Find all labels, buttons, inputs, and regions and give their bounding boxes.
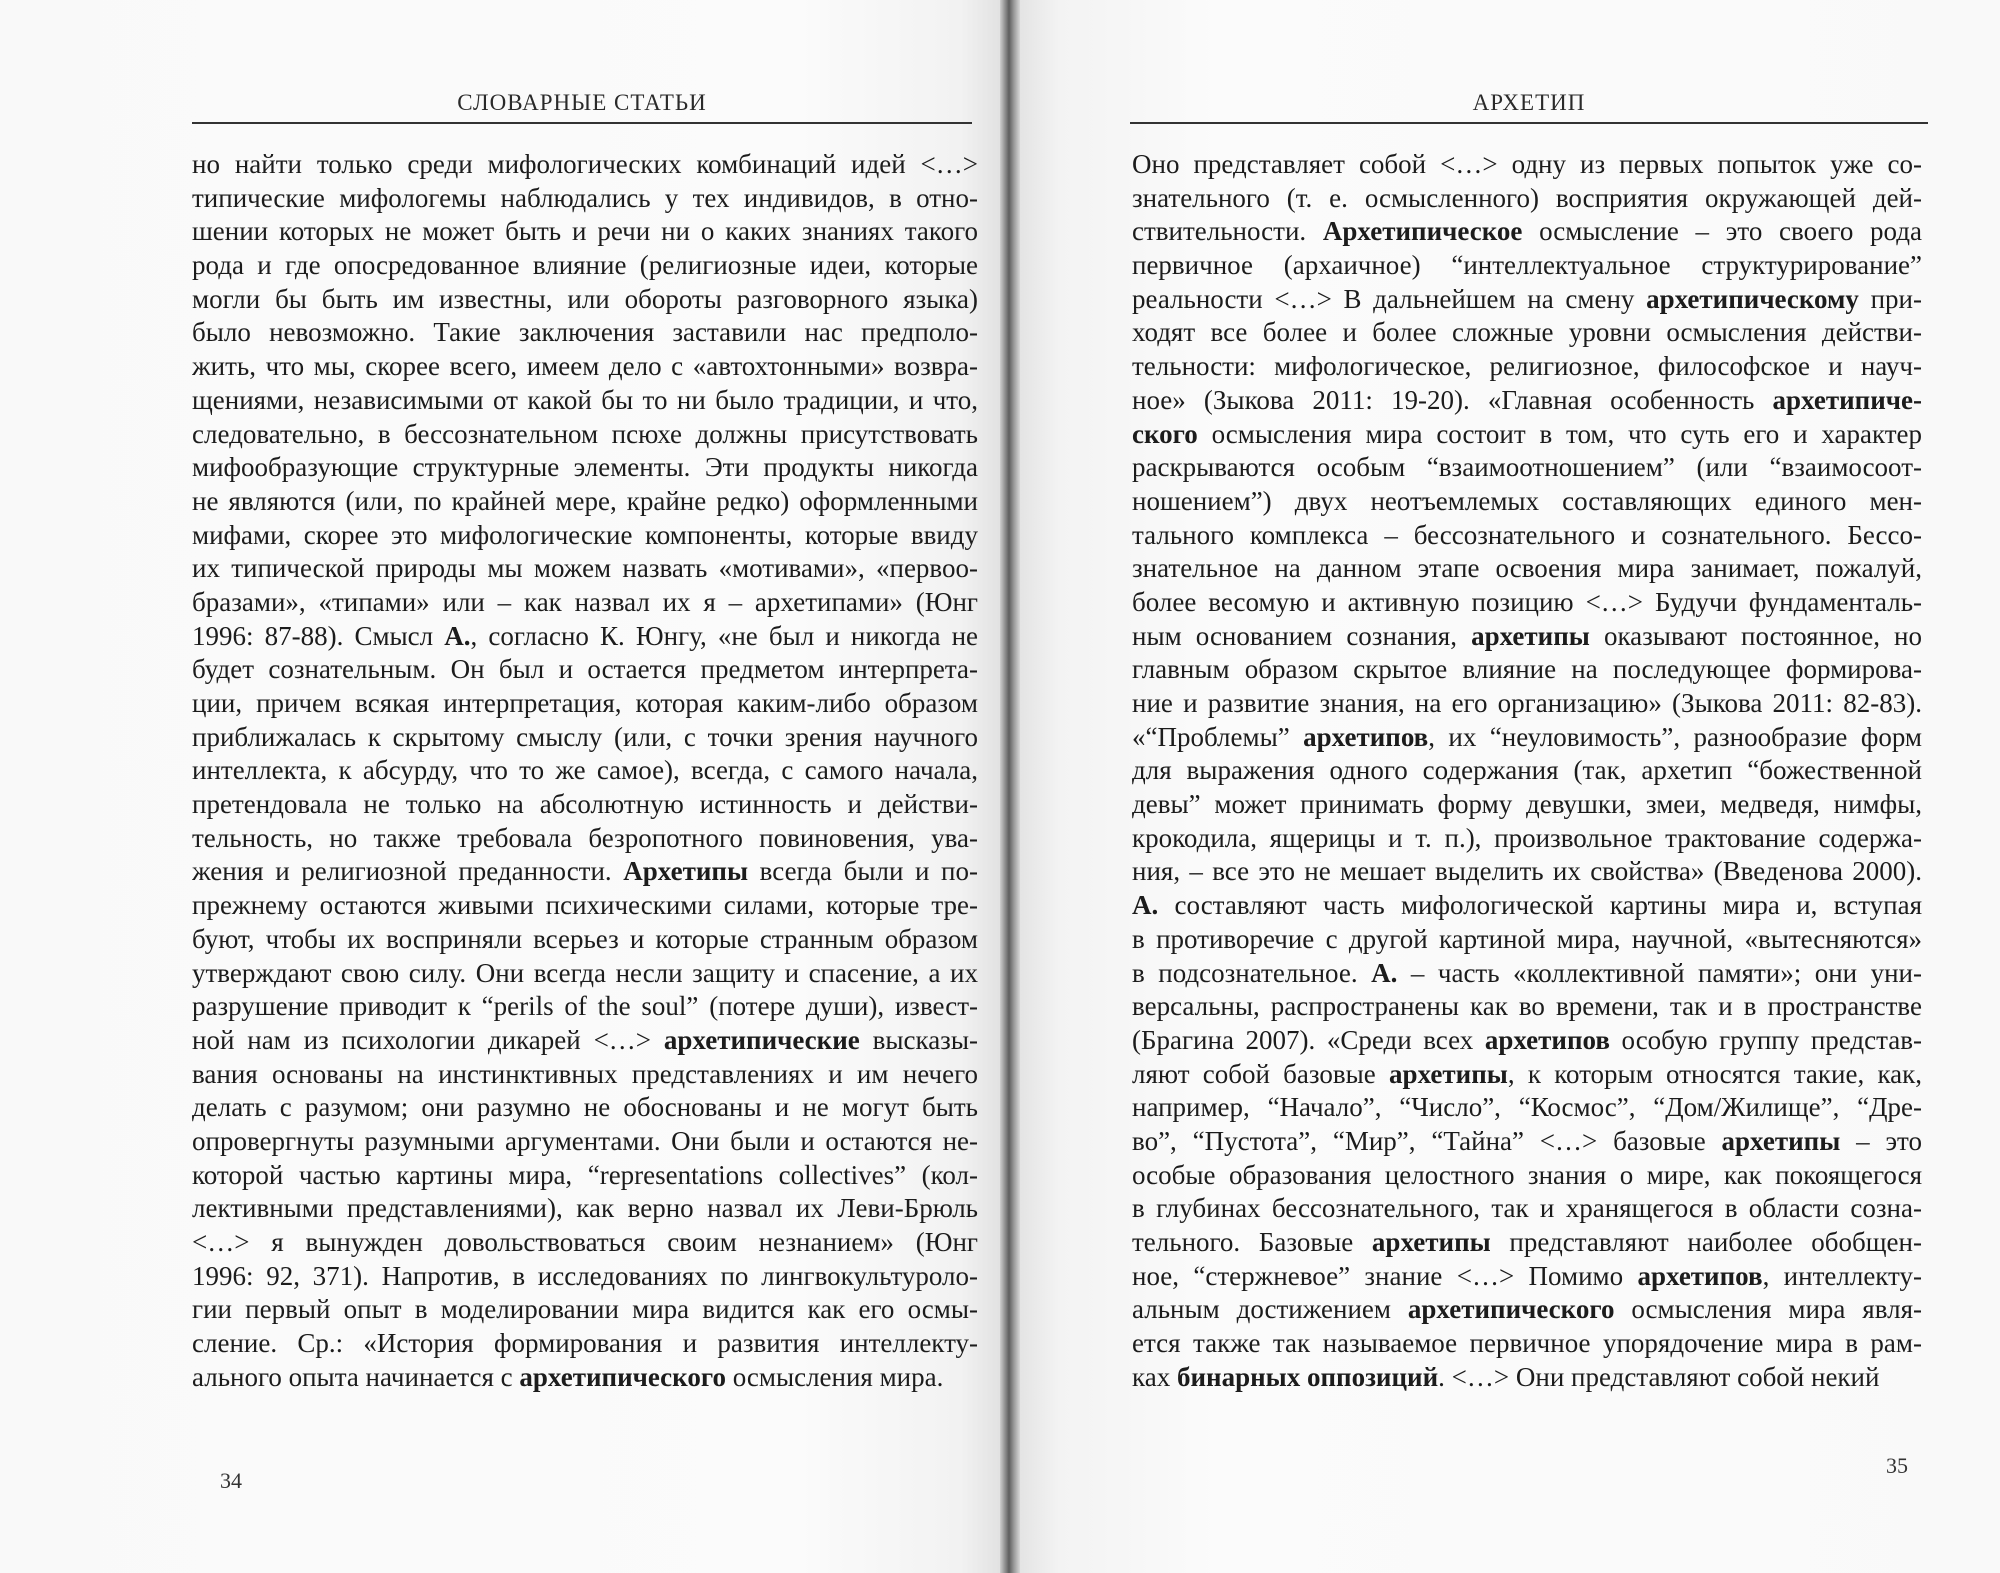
right-text-line: ется также так называемое первичное упорядочение мира в рам- [1132, 1328, 1922, 1359]
bold-term: А. [444, 620, 471, 651]
right-text-line: раскрываются особым “взаимоотношением” (или “взаимосоот- [1132, 452, 1922, 483]
bold-term: Архетипы [623, 856, 749, 887]
right-text-line: например, “Начало”, “Число”, “Космос”, “Дом/Жилище”, “Дре- [1132, 1092, 1922, 1123]
right-text-line: тельного. Базовые архетипы представляют наиболее обобщен- [1132, 1227, 1922, 1257]
left-text-line: ального опыта начинается с архетипического осмысления мира. [192, 1361, 944, 1392]
body-text-left [192, 148, 978, 1394]
bold-term: архетипы [1389, 1058, 1508, 1089]
page-number-left: 34 [220, 1468, 242, 1493]
right-text-line: более весомую и активную позицию <…> Будучи фундаменталь- [1132, 586, 1922, 617]
header-rule-left [192, 122, 972, 124]
left-text-line: делать с разумом; они разумно не обоснованы и не могут быть [192, 1092, 978, 1123]
left-text-line: но найти только среди мифологических комбинаций идей <…> [192, 149, 978, 179]
bold-term: А. [1371, 957, 1398, 988]
right-text-line: ния, – все это не мешает выделить их свойства» (Введенова 2000). [1132, 856, 1922, 887]
right-text-line: ляют собой базовые архетипы, к которым относятся такие, как, [1132, 1058, 1922, 1089]
left-text-line: могли бы быть им известны, или обороты разговорного языка) [192, 283, 978, 314]
left-text-line: мифами, скорее это мифологические компоненты, которые ввиду [192, 519, 978, 550]
right-text-line: ках бинарных оппозиций. <…> Они представляют собой некий [1132, 1361, 1880, 1392]
bold-term: ского [1132, 418, 1198, 449]
left-text-line: бразами», «типами» или – как назвал их я – архетипами» (Юнг [192, 586, 978, 617]
right-text-line: ствительности. Архетипическое осмысление – это своего рода [1132, 216, 1922, 247]
left-text-line: сление. Ср.: «История формирования и развития интеллекту- [192, 1328, 978, 1359]
left-text-line: ции, причем всякая интерпретация, которая каким-либо образом [192, 688, 978, 718]
left-text-line: которой частью картины мира, “representations collectives” (кол- [192, 1159, 978, 1190]
right-text-line: тального комплекса – бессознательного и сознательного. Бессо- [1132, 519, 1922, 550]
left-text-line: гии первый опыт в моделировании мира видится как его осмы- [192, 1294, 978, 1325]
right-page [1020, 0, 2000, 1573]
left-text-line: 1996: 87-88). Смысл А., согласно К. Юнгу, «не был и никогда не [192, 620, 978, 651]
left-text-line: опровергнуты разумными аргументами. Они были и остаются не- [192, 1125, 978, 1156]
right-text-line: в противоречие с другой картиной мира, научной, «вытесняются» [1132, 923, 1922, 954]
left-text-line: щениями, независимыми от какой бы то ни было традиции, и что, [192, 384, 978, 415]
left-text-line: будет сознательным. Он был и остается предметом интерпрета- [192, 654, 978, 685]
left-text-line: типические мифологемы наблюдались у тех индивидов, в отно- [192, 182, 978, 213]
left-text-line: 1996: 92, 371). Напротив, в исследованиях по лингвокультуроло- [192, 1260, 978, 1291]
bold-term: архетипы [1371, 1227, 1491, 1257]
right-text-line: реальности <…> В дальнейшем на смену архетипическому при- [1132, 283, 1922, 314]
right-text-line: Оно представляет собой <…> одну из первых попыток уже со- [1132, 149, 1922, 179]
right-text-line: главным образом скрытое влияние на последующее формирова- [1132, 654, 1922, 685]
left-text-line: претендовала не только на абсолютную истинность и действи- [192, 789, 978, 820]
right-text-line: первичное (архаичное) “интеллектуальное структурирование” [1132, 250, 1922, 281]
bold-term: архетипов [1303, 721, 1429, 752]
bold-term: Архетипическое [1322, 216, 1523, 247]
right-text-line: ского осмысления мира состоит в том, что суть его и характер [1132, 418, 1922, 449]
right-text-line: ным основанием сознания, архетипы оказывают постоянное, но [1132, 620, 1922, 651]
bold-term: архетипов [1484, 1024, 1610, 1055]
right-text-line: ношением”) двух неотъемлемых составляющих единого мен- [1132, 485, 1922, 516]
right-text-line: знательного (т. е. осмысленного) восприятия окружающей дей- [1132, 182, 1922, 213]
right-text-line: в подсознательное. А. – часть «коллективной памяти»; они уни- [1132, 957, 1922, 988]
right-text-line: девы” может принимать форму девушки, змеи, медведя, нимфы, [1132, 789, 1922, 820]
left-text-line: их типической природы мы можем назвать «мотивами», «первоо- [192, 553, 978, 584]
header-rule-right [1130, 122, 1928, 124]
bold-term: бинарных оппозиций [1176, 1361, 1439, 1392]
bold-term: архетипов [1637, 1260, 1763, 1291]
left-text-line: не являются (или, по крайней мере, крайне редко) оформленными [192, 485, 978, 516]
right-text-line: «“Проблемы” архетипов, их “неуловимость”, разнообразие форм [1132, 721, 1922, 752]
right-text-line: тельности: мифологическое, религиозное, философское и науч- [1132, 351, 1922, 382]
right-text-line: ное, “стержневое” знание <…> Помимо архетипов, интеллекту- [1132, 1260, 1922, 1291]
left-text-line: вания основаны на инстинктивных представлениях и им нечего [192, 1058, 978, 1089]
left-text-line: буют, чтобы их восприняли всерьез и которые странным образом [192, 923, 978, 954]
left-text-line: шении которых не может быть и речи ни о каких знаниях такого [192, 216, 978, 247]
right-text-line: в глубинах бессознательного, так и хранящегося в области созна- [1132, 1193, 1922, 1224]
right-text-line: для выражения одного содержания (так, архетип “божественной [1132, 755, 1922, 786]
bold-term: А. [1132, 890, 1159, 921]
left-text-line: было невозможно. Такие заключения заставили нас предполо- [192, 317, 978, 348]
right-text-line: (Брагина 2007). «Среди всех архетипов особую группу представ- [1132, 1024, 1922, 1055]
left-text-line: приближалась к скрытому смыслу (или, с точки зрения научного [192, 721, 978, 752]
bold-term: архетипиче- [1772, 384, 1922, 415]
left-text-line: интеллекта, к абсурду, что то же самое), всегда, с самого начала, [192, 755, 978, 786]
left-text-line: следовательно, в бессознательном псюхе должны присутствовать [192, 418, 978, 449]
body-text-right [1132, 148, 1922, 1394]
page-number-right: 35 [1886, 1453, 1908, 1478]
bold-term: архетипического [1407, 1294, 1615, 1325]
left-text-line: мифообразующие структурные элементы. Эти продукты никогда [192, 452, 978, 483]
right-text-line: версальны, распространены как во времени, так и в пространстве [1132, 991, 1922, 1022]
right-text-line: ние и развитие знания, на его организацию» (Зыкова 2011: 82-83). [1132, 688, 1922, 718]
bold-term: архетипы [1471, 620, 1590, 651]
right-text-line: альным достижением архетипического осмысления мира явля- [1132, 1294, 1922, 1325]
left-text-line: ной нам из психологии дикарей <…> архетипические высказы- [192, 1024, 978, 1055]
right-text-line: А. составляют часть мифологической картины мира и, вступая [1132, 890, 1922, 921]
left-text-line: прежнему остаются живыми психическими силами, которые тре- [192, 890, 978, 921]
book-gutter [1000, 0, 1020, 1573]
bold-term: архетипы [1721, 1125, 1841, 1156]
right-text-line: особые образования целостного знания о мире, как покоящегося [1132, 1159, 1922, 1190]
left-text-line: лективными представлениями), как верно назвал их Леви-Брюль [192, 1193, 978, 1224]
bold-term: архетипическому [1646, 283, 1859, 314]
left-text-line: рода и где опосредованное влияние (религиозные идеи, которые [192, 250, 978, 281]
left-text-line: жения и религиозной преданности. Архетипы всегда были и по- [192, 856, 978, 887]
running-head-right: АРХЕТИП [1472, 90, 1586, 115]
right-text-line: ное» (Зыкова 2011: 19-20). «Главная особенность архетипиче- [1132, 384, 1922, 415]
left-text-line: <…> я вынужден довольствоваться своим незнанием» (Юнг [192, 1227, 978, 1257]
right-text-line: знательное на данном этапе освоения мира занимает, пожалуй, [1132, 553, 1922, 584]
right-text-line: крокодила, ящерицы и т. п.), произвольное трактование содержа- [1132, 822, 1922, 853]
right-text-line: ходят все более и более сложные уровни осмысления действи- [1132, 317, 1922, 348]
left-text-line: тельность, но также требовала безропотного повиновения, ува- [192, 822, 978, 853]
running-head-left: СЛОВАРНЫЕ СТАТЬИ [457, 90, 707, 115]
right-text-line: во”, “Пустота”, “Мир”, “Тайна” <…> базовые архетипы – это [1132, 1125, 1922, 1156]
bold-term: архетипические [663, 1024, 860, 1055]
left-text-line: утверждают свою силу. Они всегда несли защиту и спасение, а их [192, 957, 978, 988]
left-text-line: разрушение приводит к “perils of the soul” (потере души), извест- [192, 991, 978, 1022]
left-text-line: жить, что мы, скорее всего, имеем дело с «автохтонными» возвра- [192, 351, 978, 382]
bold-term: архетипического [519, 1361, 726, 1392]
